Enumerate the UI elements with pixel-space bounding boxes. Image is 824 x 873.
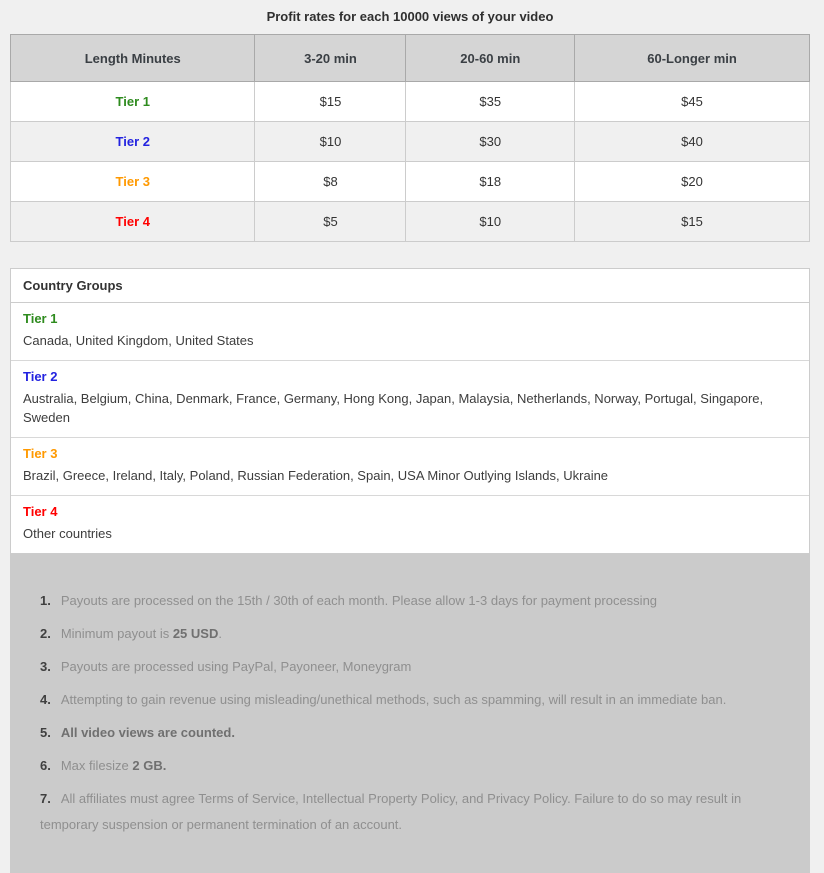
note-item	[40, 720, 780, 746]
note-text: All affiliates must agree Terms of Service, Intellectual Property Policy, and Privacy Policy. Failure to do so may result in temporary suspension or permanent termination of an account.	[40, 791, 742, 832]
rate-value-cell: $10	[255, 122, 406, 162]
note-item	[40, 588, 780, 614]
rate-table-header-row	[11, 35, 810, 82]
country-group-row	[11, 438, 809, 496]
rate-value-cell: $5	[255, 202, 406, 242]
note-number: 1.	[40, 593, 51, 608]
note-number: 7.	[40, 791, 51, 806]
country-group-tier-label: Tier 4	[23, 504, 58, 519]
country-group-countries: Australia, Belgium, China, Denmark, France, Germany, Hong Kong, Japan, Malaysia, Netherlands, Norway, Portugal, Singapore, Sweden	[23, 391, 764, 425]
note-text: Max filesize	[60, 758, 133, 773]
country-groups-panel	[10, 268, 810, 554]
rate-table-row	[11, 82, 810, 122]
rate-value-cell: $30	[406, 122, 575, 162]
tier-label-cell: Tier 4	[11, 202, 255, 242]
note-item	[40, 753, 780, 779]
profit-rate-table	[10, 34, 810, 242]
rate-value-cell: $40	[575, 122, 810, 162]
rate-value-cell: $18	[406, 162, 575, 202]
rate-value-cell: $15	[255, 82, 406, 122]
country-group-tier-label: Tier 3	[23, 446, 58, 461]
note-text: All video views are counted.	[60, 725, 235, 740]
country-group-tier-label: Tier 1	[23, 311, 58, 326]
note-item	[40, 687, 780, 713]
tier-label-cell: Tier 3	[11, 162, 255, 202]
note-item	[40, 621, 780, 647]
note-text: 25 USD	[172, 626, 219, 641]
note-number: 2.	[40, 626, 51, 641]
page	[10, 0, 810, 873]
rate-table-row	[11, 122, 810, 162]
note-text: 2 GB.	[132, 758, 167, 773]
rate-value-cell: $45	[575, 82, 810, 122]
rate-value-cell: $20	[575, 162, 810, 202]
rate-table-header-cell: 20-60 min	[406, 35, 575, 82]
tier-label-cell: Tier 1	[11, 82, 255, 122]
note-text: Payouts are processed using PayPal, Payoneer, Moneygram	[60, 659, 412, 674]
country-group-countries: Canada, United Kingdom, United States	[23, 333, 254, 348]
note-text: .	[218, 626, 222, 641]
rate-table-row	[11, 162, 810, 202]
payout-notes-section	[10, 554, 810, 873]
rate-table-header-cell: Length Minutes	[11, 35, 255, 82]
country-group-row	[11, 361, 809, 438]
note-text: Payouts are processed on the 15th / 30th of each month. Please allow 1-3 days for payment processing	[60, 593, 658, 608]
note-number: 5.	[40, 725, 51, 740]
note-text: Minimum payout is	[60, 626, 173, 641]
rate-value-cell: $10	[406, 202, 575, 242]
rate-value-cell: $8	[255, 162, 406, 202]
rate-value-cell: $15	[575, 202, 810, 242]
rate-value-cell: $35	[406, 82, 575, 122]
country-group-countries: Other countries	[23, 526, 112, 541]
country-group-row	[11, 303, 809, 361]
country-group-tier-label: Tier 2	[23, 369, 58, 384]
page-title: Profit rates for each 10000 views of your video	[266, 9, 554, 24]
note-text: Attempting to gain revenue using misleading/unethical methods, such as spamming, will result in an immediate ban.	[60, 692, 727, 707]
country-groups-header: Country Groups	[11, 269, 809, 303]
note-number: 6.	[40, 758, 51, 773]
note-item	[40, 654, 780, 680]
rate-table-header-cell: 60-Longer min	[575, 35, 810, 82]
note-item	[40, 786, 780, 838]
country-group-row	[11, 496, 809, 553]
note-number: 4.	[40, 692, 51, 707]
rate-table-row	[11, 202, 810, 242]
rate-table-header-cell: 3-20 min	[255, 35, 406, 82]
tier-label-cell: Tier 2	[11, 122, 255, 162]
note-number: 3.	[40, 659, 51, 674]
country-group-countries: Brazil, Greece, Ireland, Italy, Poland, Russian Federation, Spain, USA Minor Outlying Islands, Ukraine	[23, 468, 609, 483]
